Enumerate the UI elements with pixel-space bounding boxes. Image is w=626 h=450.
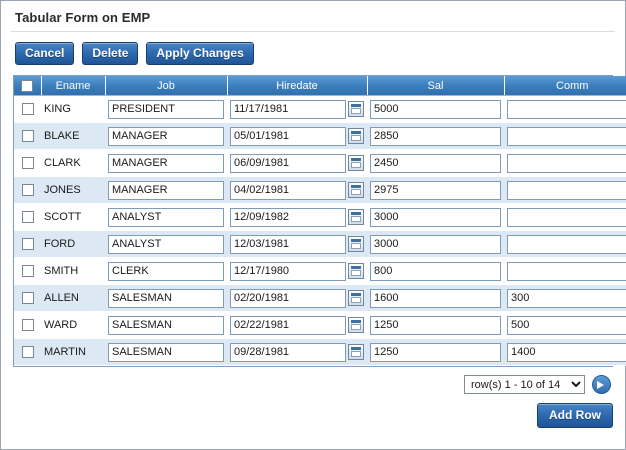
calendar-icon[interactable] [348, 128, 364, 144]
sal-input[interactable] [370, 289, 501, 308]
job-cell [105, 177, 227, 204]
comm-input[interactable] [507, 343, 626, 362]
column-header-sal[interactable]: Sal [367, 76, 504, 96]
sal-cell [367, 150, 504, 177]
column-header-hiredate[interactable]: Hiredate [227, 76, 367, 96]
job-cell [105, 312, 227, 339]
table-row [14, 258, 626, 285]
job-input[interactable] [108, 100, 224, 119]
comm-cell [504, 339, 626, 366]
ename-value: BLAKE [41, 123, 105, 150]
cancel-button[interactable]: Cancel [15, 42, 74, 65]
date-picker-group [230, 208, 364, 227]
ename-value: KING [41, 96, 105, 123]
row-select-cell[interactable] [14, 204, 41, 231]
sal-input[interactable] [370, 235, 501, 254]
comm-cell [504, 231, 626, 258]
date-picker-group [230, 289, 364, 308]
sal-input[interactable] [370, 181, 501, 200]
row-checkbox[interactable] [22, 265, 34, 277]
hiredate-cell [227, 258, 367, 285]
table-row [14, 150, 626, 177]
comm-cell [504, 285, 626, 312]
table-header-row [14, 76, 626, 96]
ename-value: JONES [41, 177, 105, 204]
form-toolbar [1, 32, 625, 65]
add-row-button[interactable]: Add Row [537, 403, 613, 428]
sal-input[interactable] [370, 262, 501, 281]
sal-cell [367, 339, 504, 366]
comm-input[interactable] [507, 208, 626, 227]
calendar-icon[interactable] [348, 344, 364, 360]
sal-input[interactable] [370, 100, 501, 119]
sal-input[interactable] [370, 154, 501, 173]
delete-button[interactable]: Delete [82, 42, 138, 65]
calendar-icon[interactable] [348, 101, 364, 117]
sal-cell [367, 285, 504, 312]
hiredate-cell [227, 123, 367, 150]
job-input[interactable] [108, 127, 224, 146]
job-cell [105, 123, 227, 150]
calendar-icon[interactable] [348, 263, 364, 279]
job-input[interactable] [108, 208, 224, 227]
job-input[interactable] [108, 235, 224, 254]
date-picker-group [230, 235, 364, 254]
row-select-cell[interactable] [14, 339, 41, 366]
ename-value: WARD [41, 312, 105, 339]
ename-value: MARTIN [41, 339, 105, 366]
hiredate-input[interactable] [230, 181, 346, 200]
ename-value: FORD [41, 231, 105, 258]
row-checkbox[interactable] [22, 157, 34, 169]
row-select-cell[interactable] [14, 258, 41, 285]
row-range-select[interactable] [464, 375, 585, 394]
table-row [14, 312, 626, 339]
calendar-icon[interactable] [348, 317, 364, 333]
job-input[interactable] [108, 316, 224, 335]
column-header-comm[interactable]: Comm [504, 76, 626, 96]
job-cell [105, 96, 227, 123]
row-checkbox[interactable] [22, 292, 34, 304]
column-header-job[interactable]: Job [105, 76, 227, 96]
job-input[interactable] [108, 262, 224, 281]
hiredate-input[interactable] [230, 262, 346, 281]
row-select-cell[interactable] [14, 312, 41, 339]
table-row [14, 339, 626, 366]
row-checkbox[interactable] [22, 346, 34, 358]
date-picker-group [230, 154, 364, 173]
page-title: Tabular Form on EMP [15, 10, 151, 25]
row-select-cell[interactable] [14, 285, 41, 312]
ename-value: CLARK [41, 150, 105, 177]
sal-cell [367, 204, 504, 231]
hiredate-input[interactable] [230, 100, 346, 119]
hiredate-cell [227, 96, 367, 123]
hiredate-cell [227, 150, 367, 177]
comm-input[interactable] [507, 181, 626, 200]
job-cell [105, 204, 227, 231]
job-cell [105, 150, 227, 177]
hiredate-cell [227, 204, 367, 231]
sal-input[interactable] [370, 127, 501, 146]
job-cell [105, 258, 227, 285]
hiredate-input[interactable] [230, 235, 346, 254]
comm-input[interactable] [507, 316, 626, 335]
row-select-cell[interactable] [14, 150, 41, 177]
comm-cell [504, 204, 626, 231]
comm-input[interactable] [507, 262, 626, 281]
date-picker-group [230, 262, 364, 281]
table-row [14, 285, 626, 312]
comm-input[interactable] [507, 127, 626, 146]
calendar-icon[interactable] [348, 209, 364, 225]
date-picker-group [230, 100, 364, 119]
calendar-icon[interactable] [348, 182, 364, 198]
tabular-report [13, 75, 613, 367]
row-checkbox[interactable] [22, 103, 34, 115]
table-row [14, 177, 626, 204]
hiredate-cell [227, 177, 367, 204]
comm-cell [504, 258, 626, 285]
hiredate-input[interactable] [230, 316, 346, 335]
date-picker-group [230, 316, 364, 335]
job-input[interactable] [108, 343, 224, 362]
hiredate-input[interactable] [230, 208, 346, 227]
calendar-icon[interactable] [348, 290, 364, 306]
row-select-cell[interactable] [14, 177, 41, 204]
sal-cell [367, 96, 504, 123]
date-picker-group [230, 127, 364, 146]
sal-input[interactable] [370, 343, 501, 362]
comm-cell [504, 177, 626, 204]
hiredate-cell [227, 312, 367, 339]
comm-input[interactable] [507, 100, 626, 119]
sal-cell [367, 123, 504, 150]
sal-cell [367, 177, 504, 204]
column-header-ename[interactable]: Ename [41, 76, 105, 96]
hiredate-input[interactable] [230, 127, 346, 146]
emp-table [14, 76, 626, 366]
hiredate-input[interactable] [230, 289, 346, 308]
row-checkbox[interactable] [22, 184, 34, 196]
sal-input[interactable] [370, 208, 501, 227]
hiredate-input[interactable] [230, 154, 346, 173]
comm-input[interactable] [507, 235, 626, 254]
comm-cell [504, 312, 626, 339]
job-cell [105, 285, 227, 312]
pagination-controls [1, 375, 611, 394]
calendar-icon[interactable] [348, 236, 364, 252]
row-checkbox[interactable] [22, 238, 34, 250]
comm-cell [504, 150, 626, 177]
row-select-cell[interactable] [14, 96, 41, 123]
comm-input[interactable] [507, 289, 626, 308]
hiredate-cell [227, 285, 367, 312]
table-row [14, 96, 626, 123]
hiredate-cell [227, 231, 367, 258]
ename-value: SCOTT [41, 204, 105, 231]
hiredate-cell [227, 339, 367, 366]
row-checkbox[interactable] [22, 319, 34, 331]
table-row [14, 123, 626, 150]
job-input[interactable] [108, 289, 224, 308]
ename-value: ALLEN [41, 285, 105, 312]
apply-changes-button[interactable]: Apply Changes [146, 42, 253, 65]
row-select-cell[interactable] [14, 231, 41, 258]
hiredate-input[interactable] [230, 343, 346, 362]
comm-cell [504, 96, 626, 123]
select-all-checkbox[interactable] [21, 80, 33, 92]
add-row-bar [1, 403, 613, 428]
row-checkbox[interactable] [22, 211, 34, 223]
date-picker-group [230, 343, 364, 362]
sal-cell [367, 231, 504, 258]
comm-cell [504, 123, 626, 150]
job-cell [105, 339, 227, 366]
row-select-cell[interactable] [14, 123, 41, 150]
ename-value: SMITH [41, 258, 105, 285]
sal-cell [367, 312, 504, 339]
calendar-icon[interactable] [348, 155, 364, 171]
job-input[interactable] [108, 181, 224, 200]
column-header-select[interactable] [14, 76, 41, 96]
date-picker-group [230, 181, 364, 200]
job-cell [105, 231, 227, 258]
job-input[interactable] [108, 154, 224, 173]
sal-input[interactable] [370, 316, 501, 335]
row-checkbox[interactable] [22, 130, 34, 142]
comm-input[interactable] [507, 154, 626, 173]
next-page-icon[interactable] [592, 375, 611, 394]
sal-cell [367, 258, 504, 285]
table-row [14, 231, 626, 258]
table-row [14, 204, 626, 231]
table-body [14, 96, 626, 366]
